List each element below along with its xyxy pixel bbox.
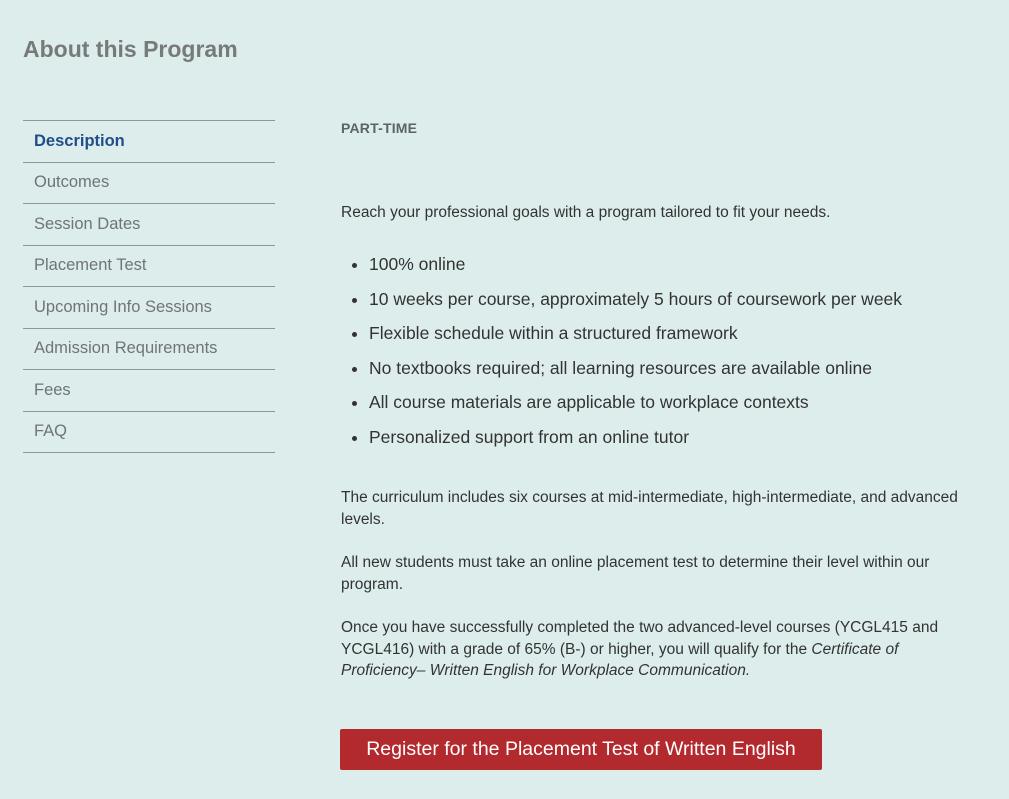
- certificate-name: Certificate of Proficiency– Written English for Workplace Communication.: [341, 640, 899, 679]
- program-type-label: PART-TIME: [341, 120, 418, 136]
- sidebar-item-upcoming-info-sessions[interactable]: Upcoming Info Sessions: [23, 287, 275, 329]
- sidebar-item-description[interactable]: Description: [23, 121, 275, 163]
- sidebar-item-placement-test[interactable]: Placement Test: [23, 246, 275, 288]
- list-item: • Personalized support from an online tutor: [369, 425, 902, 460]
- sidebar-nav: [23, 120, 275, 453]
- curriculum-text: The curriculum includes six courses at mid-intermediate, high-intermediate, and advanced levels.: [341, 489, 958, 528]
- sidebar-item-fees[interactable]: Fees: [23, 370, 275, 412]
- completion-body: Once you have successfully completed the two advanced-level courses (YCGL415 and YCGL416) with a grade of 65% (B-) or higher, you will qualify for the: [341, 619, 939, 658]
- list-item: • 100% online: [369, 252, 902, 287]
- page-title: About this Program: [23, 36, 238, 62]
- sidebar-item-outcomes[interactable]: Outcomes: [23, 163, 275, 205]
- sidebar-item-admission-requirements[interactable]: Admission Requirements: [23, 329, 275, 371]
- list-item: • Flexible schedule within a structured framework: [369, 321, 902, 356]
- list-item: • 10 weeks per course, approximately 5 hours of coursework per week: [369, 287, 902, 322]
- list-item: • All course materials are applicable to workplace contexts: [369, 390, 902, 425]
- intro-text: Reach your professional goals with a program tailored to fit your needs.: [341, 204, 831, 221]
- sidebar-item-faq[interactable]: FAQ: [23, 412, 275, 454]
- register-placement-test-button[interactable]: Register for the Placement Test of Written English: [340, 729, 822, 770]
- sidebar-item-session-dates[interactable]: Session Dates: [23, 204, 275, 246]
- feature-list: [341, 252, 902, 460]
- list-item: • No textbooks required; all learning resources are available online: [369, 356, 902, 391]
- placement-text: All new students must take an online placement test to determine their level within our program.: [341, 554, 930, 593]
- completion-text: [341, 617, 981, 682]
